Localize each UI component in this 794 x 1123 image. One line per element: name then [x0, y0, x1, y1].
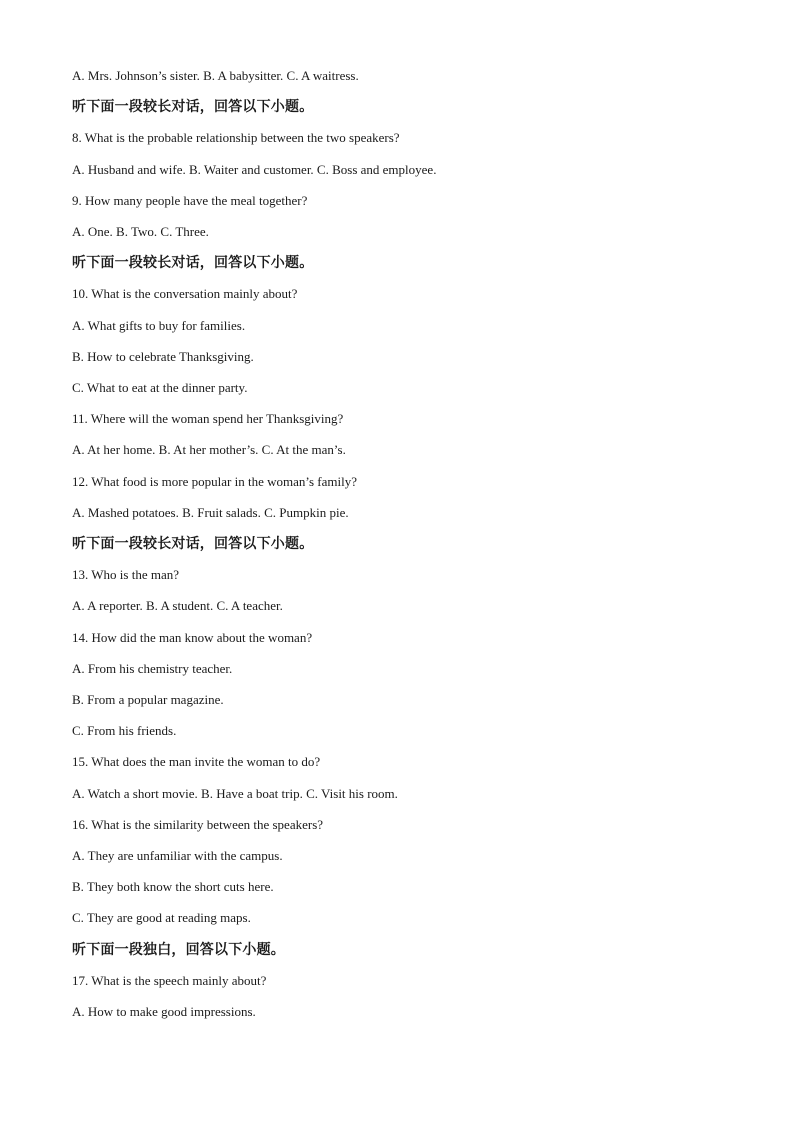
question-line: 10. What is the conversation mainly about?	[72, 286, 298, 302]
question-line: A. What gifts to buy for families.	[72, 317, 246, 333]
question-line: A. They are unfamiliar with the campus.	[72, 848, 283, 863]
question-line: A. Mrs. Johnson’s sister. B. A babysitter. C. A waitress.	[72, 68, 359, 83]
question-line: 11. Where will the woman spend her Thanksgiving?	[72, 411, 344, 427]
section-heading: 听下面一段较长对话，回答以下小题。	[72, 99, 314, 116]
section-heading: 听下面一段独白，回答以下小题。	[72, 941, 285, 958]
question-line: A. At her home. B. At her mother’s. C. At the man’s.	[72, 442, 346, 458]
question-line: A. One. B. Two. C. Three.	[72, 224, 209, 239]
question-line: 13. Who is the man?	[72, 567, 179, 583]
question-line: 17. What is the speech mainly about?	[72, 972, 267, 988]
question-line: 12. What food is more popular in the woman’s family?	[72, 473, 357, 489]
question-line: B. How to celebrate Thanksgiving.	[72, 348, 254, 364]
section-heading: 听下面一段较长对话，回答以下小题。	[72, 255, 314, 272]
question-line: A. From his chemistry teacher.	[72, 660, 233, 676]
question-line: A. Watch a short movie. B. Have a boat trip. C. Visit his room.	[72, 785, 398, 801]
question-line: B. From a popular magazine.	[72, 692, 224, 707]
question-line: 15. What does the man invite the woman to do?	[72, 754, 321, 770]
question-line: A. How to make good impressions.	[72, 1004, 256, 1019]
question-line: 16. What is the similarity between the speakers?	[72, 816, 324, 832]
question-line: C. From his friends.	[72, 723, 177, 739]
question-line: C. They are good at reading maps.	[72, 910, 251, 926]
question-line: A. Husband and wife. B. Waiter and customer. C. Boss and employee.	[72, 161, 437, 177]
question-line: A. A reporter. B. A student. C. A teacher.	[72, 598, 283, 614]
question-line: B. They both know the short cuts here.	[72, 879, 274, 895]
question-line: 14. How did the man know about the woman?	[72, 629, 313, 645]
section-heading: 听下面一段较长对话，回答以下小题。	[72, 536, 314, 552]
question-line: A. Mashed potatoes. B. Fruit salads. C. Pumpkin pie.	[72, 504, 349, 520]
question-line: C. What to eat at the dinner party.	[72, 380, 248, 395]
question-line: 8. What is the probable relationship between the two speakers?	[72, 130, 400, 146]
question-line: 9. How many people have the meal together?	[72, 192, 308, 208]
